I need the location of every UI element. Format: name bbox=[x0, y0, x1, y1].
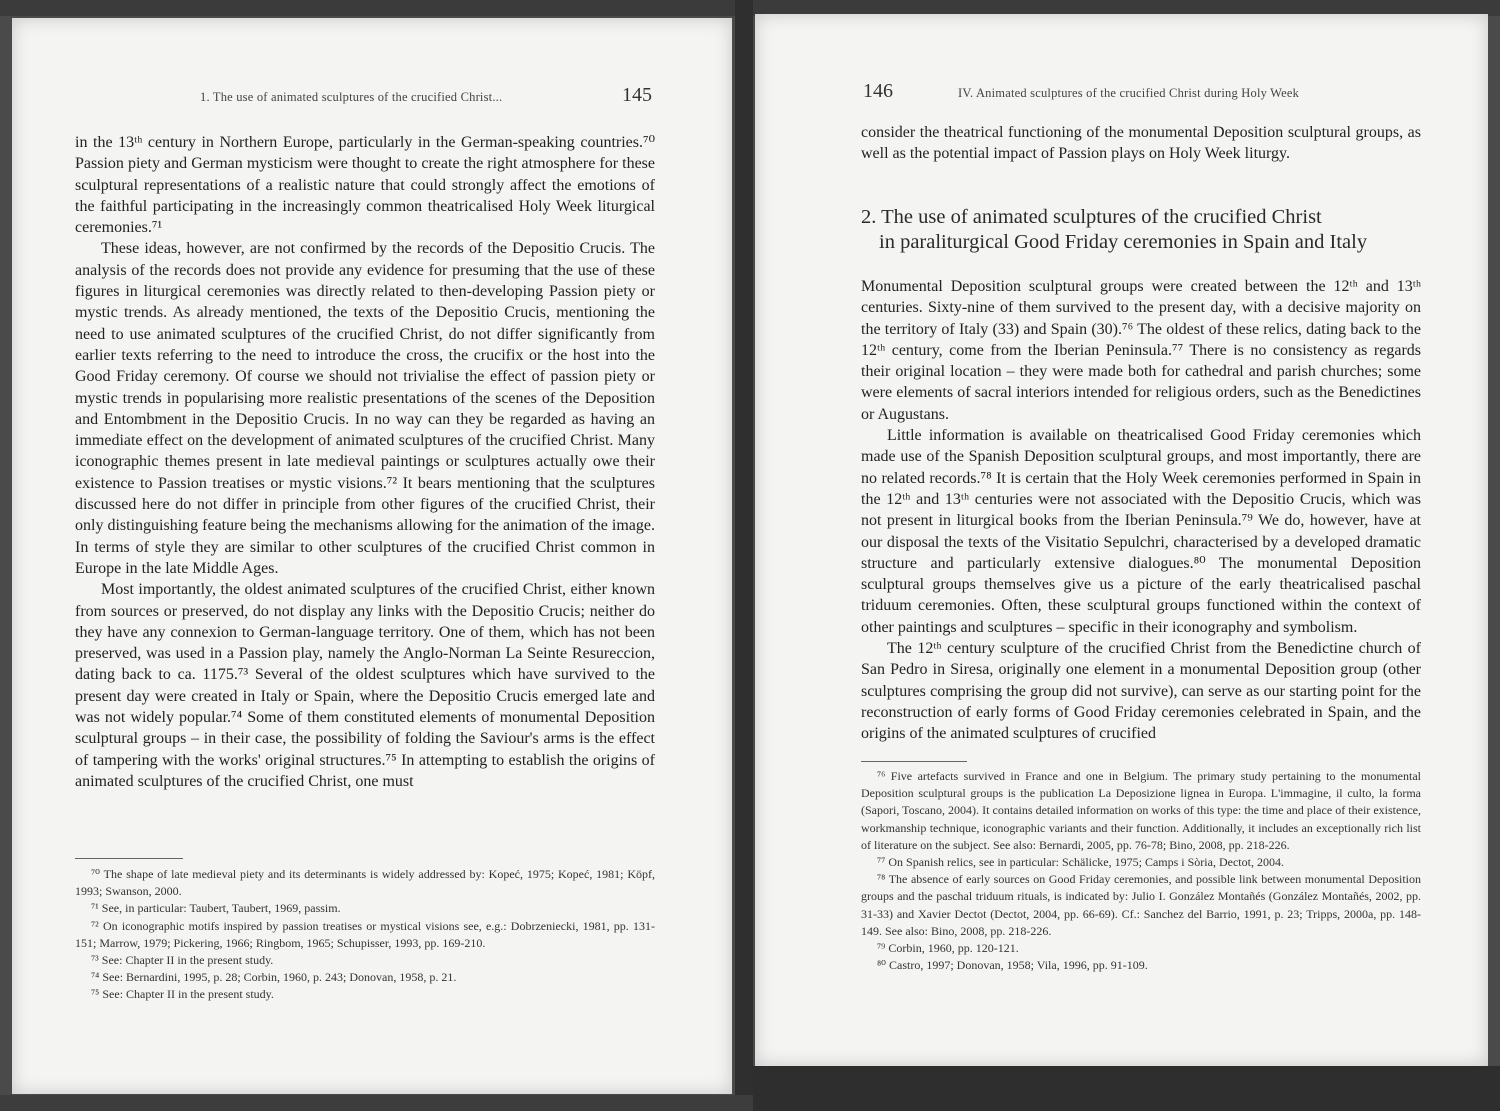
paragraph: Little information is available on theatricalised Good Friday ceremonies which made use of the Spanish Deposition sculptural groups, and most importantly, there are no related records.⁷⁸ It is certain that the Holy Week ceremonies performed in Spain in the 12ᵗʰ and 13ᵗʰ centuries were not associated with the Depositio Crucis, which was not present in liturgical books from the Iberian Peninsula.⁷⁹ We do, however, have at our disposal the texts of the Visitatio Sepulchri, characterised by a developed dramatic structure and particularly extensive dialogues.⁸⁰ The monumental Deposition sculptural groups themselves give us a picture of the early theatricalised paschal triduum ceremonies. Often, these sculptural groups functioned within the context of other paintings and sculptures – specific in their iconography and symbolism. bbox=[861, 427, 1421, 636]
footnote: ⁷⁵ See: Chapter II in the present study. bbox=[91, 987, 274, 1002]
running-head-right: IV. Animated sculptures of the crucified Christ during Holy Week bbox=[958, 86, 1300, 100]
footnote: ⁷⁹ Corbin, 1960, pp. 120-121. bbox=[877, 941, 1019, 956]
footnote: ⁷² On iconographic motifs inspired by passion treatises or mystical visions see, e.g.: Dobrzeniecki, 1981, pp. 131-151; Marrow, 1979; Pickering, 1966; Ringbom, 1965; Schupisser, 1993, pp. 169-210. bbox=[75, 918, 655, 950]
left-body bbox=[75, 132, 655, 792]
paragraph: Monumental Deposition sculptural groups were created between the 12ᵗʰ and 13ᵗʰ centuries. Sixty-nine of them survived to the present day, with a decisive majority on the territory of Italy (33) and Spain (30).⁷⁶ The oldest of these relics, dating back to the 12ᵗʰ century, come from the Iberian Peninsula.⁷⁷ There is no consistency as regards their original location – they were made both for cathedral and parish churches; some were elements of sacral interiors intended for religious orders, such as the Benedictines or Augustans. bbox=[861, 278, 1421, 423]
running-head-left: 1. The use of animated sculptures of the crucified Christ... bbox=[200, 90, 503, 104]
paragraph: The 12ᵗʰ century sculpture of the crucified Christ from the Benedictine church of San Pedro in Siresa, originally one element in a monumental Deposition group (other sculptures comprising the group did not survive), can serve as our starting point for the reconstruction of early forms of Good Friday ceremonies celebrated in Spain, and the origins of the animated sculptures of crucified bbox=[861, 640, 1421, 743]
right-opening bbox=[861, 122, 1421, 165]
page-number-right: 146 bbox=[863, 80, 893, 102]
paragraph: in the 13ᵗʰ century in Northern Europe, particularly in the German-speaking countries.⁷⁰ Passion piety and German mysticism were thought to create the right atmosphere for these sculptural representations of a realistic nature that could strongly affect the emotions of the faithful participating in the increasingly common theatricalised Holy Week liturgical ceremonies.⁷¹ bbox=[75, 134, 655, 237]
section-title-line: in paraliturgical Good Friday ceremonies in Spain and Italy bbox=[879, 231, 1368, 253]
section-title bbox=[861, 205, 1441, 255]
section-title-line: 2. The use of animated sculptures of the crucified Christ bbox=[861, 206, 1322, 228]
footnote: ⁸⁰ Castro, 1997; Donovan, 1958; Vila, 1996, pp. 91-109. bbox=[877, 958, 1148, 973]
footnote: ⁷⁷ On Spanish relics, see in particular: Schälicke, 1975; Camps i Sòria, Dectot, 2004. bbox=[877, 855, 1284, 870]
book-spine bbox=[735, 0, 753, 1111]
paragraph: These ideas, however, are not confirmed by the records of the Depositio Crucis. The analysis of the records does not provide any evidence for presuming that the use of these figures in liturgical ceremonies was directly related to then-developing Passion piety or mystic trends. As already mentioned, the texts of the Depositio Crucis, mentioning the need to use animated sculptures of the crucified Christ, do not differ significantly from earlier texts referring to the need to introduce the cross, the crucifix or the host into the Good Friday ceremony. Of course we should not trivialise the effect of passion piety or mystic trends in popularising more realistic presentations of the scenes of the Deposition and Entombment in the Depositio Crucis. In no way can they be regarded as having an immediate effect on the development of animated sculptures of the crucified Christ. Many iconographic themes present in late medieval paintings or sculptures actually owe their existence to Passion treatises or mystic visions.⁷² It bears mentioning that the sculptures discussed here do not differ in principle from other figures of the crucified Christ, their only distinguishing feature being the mechanisms allowing for the animation of the image. In terms of style they are similar to other sculptures of the crucified Christ common in Europe in the late Middle Ages. bbox=[75, 240, 655, 577]
left-footnotes bbox=[75, 866, 655, 1004]
page-number-left: 145 bbox=[622, 84, 652, 106]
footnote: ⁷⁸ The absence of early sources on Good Friday ceremonies, and possible link between monumental Deposition groups and the paschal triduum rituals, is indicated by: Julio I. González Montañés (González Montañés, 2002, pp. 31-33) and Xavier Dectot (Dectot, 2004, pp. 66-69). Cf.: Sanchez del Barrio, 1991, p. 23; Tripps, 2000a, pp. 148-149. See also: Bino, 2008, pp. 218-226. bbox=[861, 872, 1421, 938]
right-footnotes bbox=[861, 768, 1421, 974]
footnote: ⁷⁶ Five artefacts survived in France and one in Belgium. The primary study pertaining to the monumental Deposition sculptural groups is the publication La Deposizione lignea in Europa. L'immagine, il culto, la forma (Sapori, Toscano, 2004). It contains detailed information on works of this type: the time and place of their existence, workmanship technique, iconographic variants and their function. Additionally, it includes an exceptionally rich list of literature on the subject. See also: Bernardi, 2005, pp. 76-78; Bino, 2008, pp. 218-226. bbox=[861, 769, 1421, 852]
footnote: ⁷⁰ The shape of late medieval piety and its determinants is widely addressed by: Kopeć, 1975; Kopeć, 1981; Köpf, 1993; Swanson, 2000. bbox=[75, 867, 655, 899]
left-page bbox=[12, 18, 732, 1094]
footnote-rule bbox=[75, 858, 183, 859]
paragraph: Most importantly, the oldest animated sculptures of the crucified Christ, either known from sources or preserved, do not display any links with the Depositio Crucis; neither do they have any connexion to German-language territory. One of them, which has not been preserved, was used in a Passion play, namely the Anglo-Norman La Seinte Resureccion, dating back to ca. 1175.⁷³ Several of the oldest sculptures which have survived to the present day were created in Italy or Spain, where the Depositio Crucis emerged late and was not widely popular.⁷⁴ Some of them constituted elements of monumental Deposition sculptural groups – in their case, the possibility of folding the Saviour's arms is the effect of tampering with the works' original structures.⁷⁵ In attempting to establish the origins of animated sculptures of the crucified Christ, one must bbox=[75, 581, 655, 790]
footnote: ⁷⁴ See: Bernardini, 1995, p. 28; Corbin, 1960, p. 243; Donovan, 1958, p. 21. bbox=[91, 970, 457, 985]
footnote: ⁷¹ See, in particular: Taubert, Taubert, 1969, passim. bbox=[91, 901, 341, 916]
scan-bottom-edge-right bbox=[753, 1066, 1500, 1111]
right-page bbox=[755, 14, 1488, 1066]
footnote-rule bbox=[861, 761, 967, 762]
footnote: ⁷³ See: Chapter II in the present study. bbox=[91, 953, 274, 968]
right-body bbox=[861, 276, 1421, 745]
paragraph: consider the theatrical functioning of the monumental Deposition sculptural groups, as well as the potential impact of Passion plays on Holy Week liturgy. bbox=[861, 124, 1421, 163]
